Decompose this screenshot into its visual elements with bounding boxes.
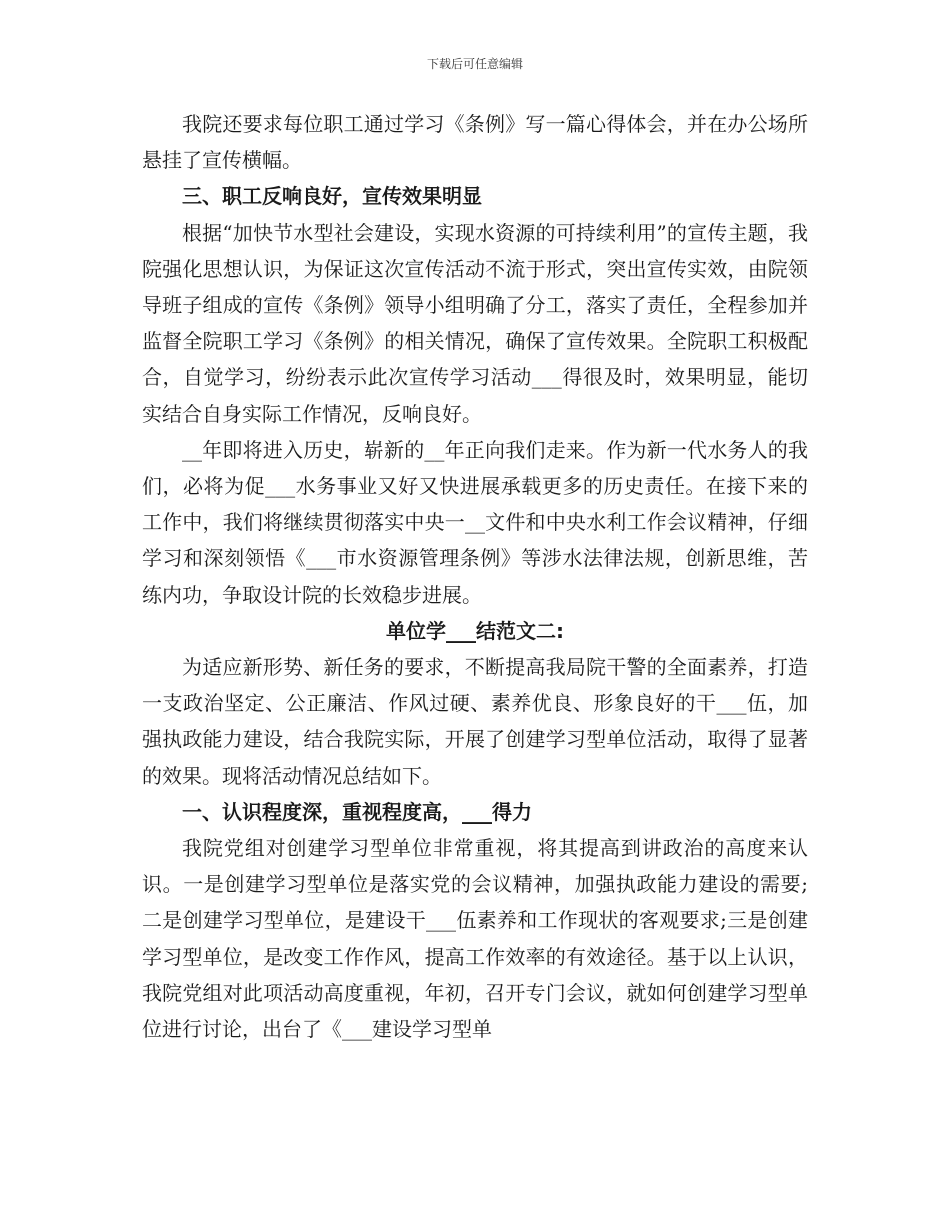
paragraph: 我院党组对创建学习型单位非常重视，将其提高到讲政治的高度来认识。一是创建学习型单位是落实党的会议精神，加强执政能力建设的需要;二是创建学习型单位，是建设干___伍素养和工作现状的客观要求;三是创建学习型单位，是改变工作作风，提高工作效率的有效途径。基于以上认识，我院党组对此项活动高度重视，年初，召开专门会议，就如何创建学习型单位进行讨论，出台了《___建设学习型单: [142, 836, 808, 1042]
paragraph: 为适应新形势、新任务的要求，不断提高我局院干警的全面素养，打造一支政治坚定、公正廉洁、作风过硬、素养优良、形象良好的干___伍，加强执政能力建设，结合我院实际，开展了创建学习型单位活动，取得了显著的效果。现将活动情况总结如下。: [142, 655, 808, 788]
paragraph: 我院还要求每位职工通过学习《条例》写一篇心得体会，并在办公场所悬挂了宣传横幅。: [142, 112, 808, 173]
page-header: 下载后可任意编辑: [426, 57, 523, 71]
paragraph: __年即将进入历史，崭新的__年正向我们走来。作为新一代水务人的我们，必将为促___水务事业又好又快进展承载更多的历史责任。在接下来的工作中，我们将继续贯彻落实中央一__文件和中央水利工作会议精神，仔细学习和深刻领悟《___市水资源管理条例》等涉水法律法规，创新思维，苦练内功，争取设计院的长效稳步进展。: [142, 437, 808, 607]
section-heading: 一、认识程度深，重视程度高，___得力: [182, 799, 532, 824]
paragraph: 根据“加快节水型社会建设，实现水资源的可持续利用”的宣传主题，我院强化思想认识，为保证这次宣传活动不流于形式，突出宣传实效，由院领导班子组成的宣传《条例》领导小组明确了分工，落实了责任，全程参加并监督全院职工学习《条例》的相关情况，确保了宣传效果。全院职工积极配合，自觉学习，纷纷表示此次宣传学习活动___得很及时，效果明显，能切实结合自身实际工作情况，反响良好。: [142, 220, 808, 426]
section-heading: 三、职工反响良好，宣传效果明显: [182, 184, 482, 209]
document-body: [142, 106, 808, 1047]
document-subtitle: 单位学___结范文二:: [386, 618, 564, 643]
